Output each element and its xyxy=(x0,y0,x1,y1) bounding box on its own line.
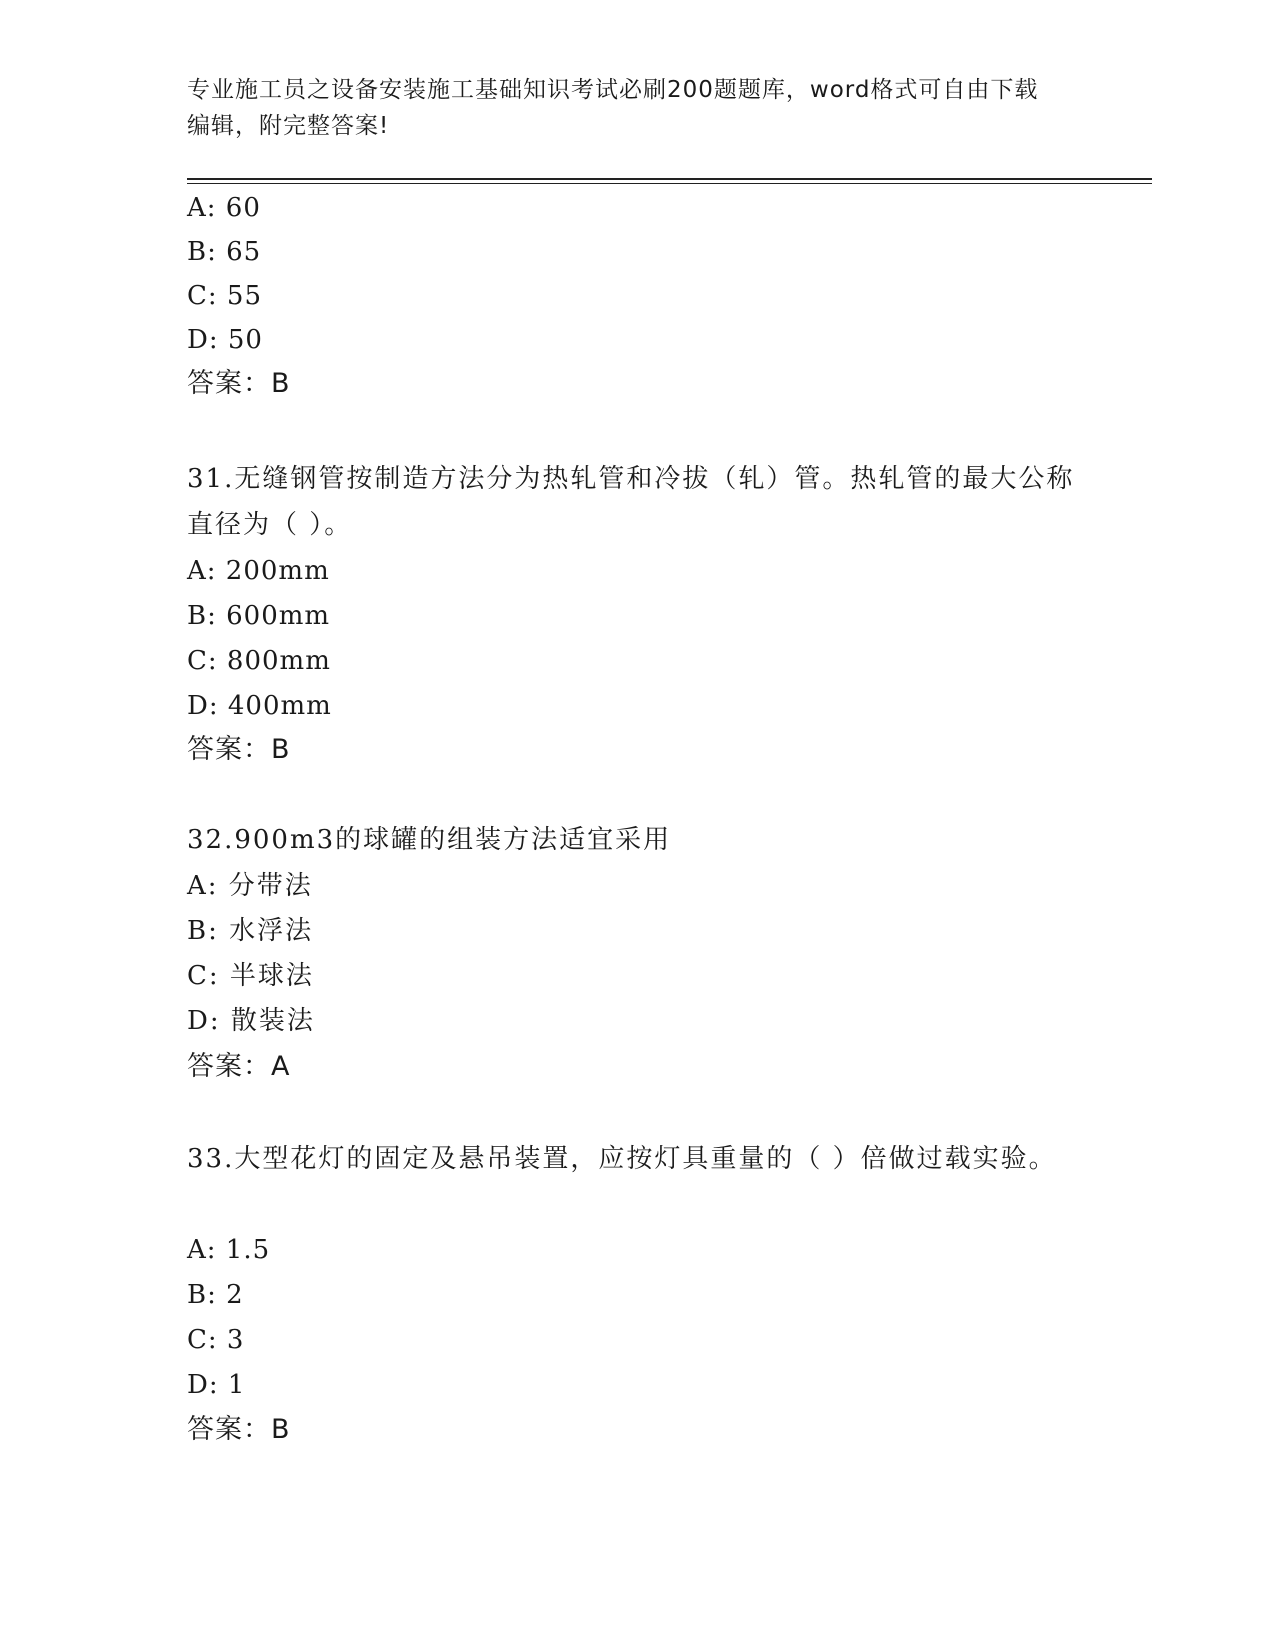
header-line-1: 专业施工员之设备安装施工基础知识考试必刷200题题库，word格式可自由下载 xyxy=(187,77,1039,103)
q31-option-d: D: 400mm xyxy=(187,691,332,721)
q32-option-a: A: 分带法 xyxy=(187,871,313,901)
q32-option-b: B: 水浮法 xyxy=(187,916,314,946)
q30-answer: 答案：B xyxy=(187,368,291,399)
q31-option-b: B: 600mm xyxy=(187,601,331,631)
q31-option-a: A: 200mm xyxy=(187,556,330,586)
header-line-2: 编辑，附完整答案! xyxy=(187,113,390,139)
q31-option-c: C: 800mm xyxy=(187,646,331,676)
q33-stem: 33.大型花灯的固定及悬吊装置，应按灯具重量的（ ）倍做过载实验。 xyxy=(187,1144,1057,1174)
q32-answer: 答案：A xyxy=(187,1051,291,1082)
q33-option-d: D: 1 xyxy=(187,1370,246,1400)
q32-stem: 32.900m3的球罐的组装方法适宜采用 xyxy=(187,825,672,855)
q33-option-c: C: 3 xyxy=(187,1325,245,1355)
q32-option-c: C: 半球法 xyxy=(187,961,314,991)
header-divider xyxy=(187,178,1152,180)
q33-option-a: A: 1.5 xyxy=(187,1235,271,1265)
q30-option-d: D: 50 xyxy=(187,325,263,355)
q30-option-a: A: 60 xyxy=(187,193,261,223)
q30-option-c: C: 55 xyxy=(187,281,263,311)
document-header xyxy=(187,72,1087,144)
header-divider-thin xyxy=(187,183,1152,184)
q30-option-b: B: 65 xyxy=(187,237,262,267)
q32-option-d: D: 散装法 xyxy=(187,1006,315,1036)
q33-answer: 答案：B xyxy=(187,1414,291,1445)
q33-option-b: B: 2 xyxy=(187,1280,244,1310)
q31-stem: 31.无缝钢管按制造方法分为热轧管和冷拔（轧）管。热轧管的最大公称直径为（ ）。 xyxy=(187,464,1075,540)
q31-answer: 答案：B xyxy=(187,734,291,765)
